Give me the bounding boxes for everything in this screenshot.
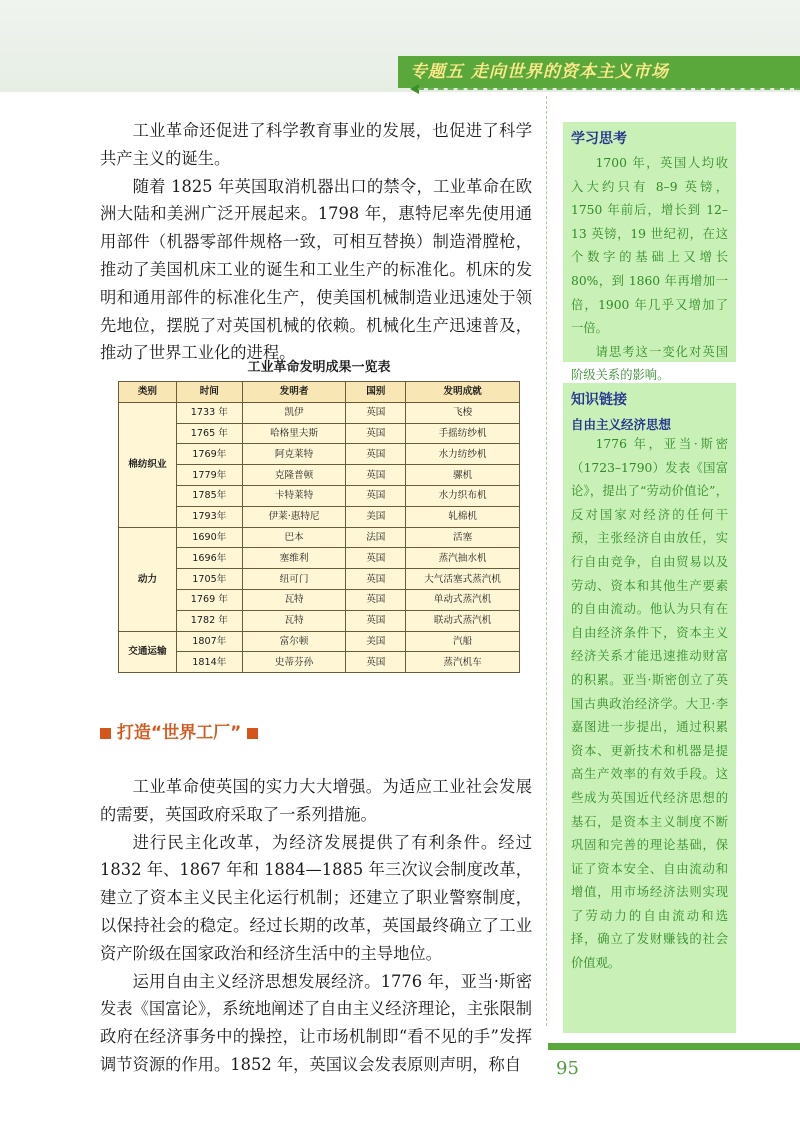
column-header: 时间 <box>176 382 242 403</box>
table-cell: 英国 <box>346 444 406 465</box>
table-cell: 1814年 <box>176 652 242 673</box>
table-cell: 凯伊 <box>242 402 346 423</box>
table-cell: 美国 <box>346 631 406 652</box>
table-row <box>119 444 520 465</box>
square-bullet-icon <box>247 728 258 739</box>
table-cell: 1769年 <box>176 444 242 465</box>
table-header-row <box>119 382 520 403</box>
study-box-title: 学习思考 <box>571 131 627 147</box>
inventions-table <box>118 381 520 673</box>
study-box <box>563 122 736 383</box>
table-cell: 伊莱·惠特尼 <box>242 506 346 527</box>
table-cell: 1807年 <box>176 631 242 652</box>
table-cell: 1793年 <box>176 506 242 527</box>
study-box-text <box>571 152 728 388</box>
table-row <box>119 465 520 486</box>
table-row <box>119 527 520 548</box>
table-row <box>119 631 520 652</box>
table-row <box>119 569 520 590</box>
table-cell: 蒸汽抽水机 <box>406 548 520 569</box>
paragraph: 运用自由主义经济思想发展经济。1776 年，亚当·斯密发表《国富论》，系统地阐述了自由主义经济理论，主张限制政府在经济事务中的操控，让市场机制即“看不见的手”发挥调节资源的作用。1852 年，英国议会发表原则声明，称自 <box>100 971 532 1074</box>
table-cell: 单动式蒸汽机 <box>406 589 520 610</box>
column-header: 发明者 <box>242 382 346 403</box>
table-row <box>119 610 520 631</box>
table-row <box>119 423 520 444</box>
table-cell: 史蒂芬孙 <box>242 652 346 673</box>
table-cell: 纽可门 <box>242 569 346 590</box>
table-cell: 英国 <box>346 423 406 444</box>
page-number: 95 <box>556 1058 579 1079</box>
knowledge-box-title: 知识链接 <box>571 392 627 408</box>
body-text-bottom <box>100 773 532 1079</box>
table-row <box>119 652 520 673</box>
table-cell: 1690年 <box>176 527 242 548</box>
table-cell: 活塞 <box>406 527 520 548</box>
table-cell: 英国 <box>346 589 406 610</box>
table-cell: 手摇纺纱机 <box>406 423 520 444</box>
paragraph: 1700 年，英国人均收入大约只有 8–9 英镑，1750 年前后，增长到 12–13 英镑，19 世纪初，在这个数字的基础上又增长 80%，到 1860 年再增加一倍，1900 年几乎又增加了一倍。 <box>571 156 728 336</box>
knowledge-box-text <box>571 433 728 976</box>
table-cell: 哈格里夫斯 <box>242 423 346 444</box>
footer-bar <box>548 1043 800 1050</box>
section-heading-text: 打造“世界工厂” <box>116 723 242 743</box>
table-cell: 汽船 <box>406 631 520 652</box>
table-cell: 1779年 <box>176 465 242 486</box>
table-cell: 1705年 <box>176 569 242 590</box>
knowledge-box-subtitle: 自由主义经济思想 <box>571 417 672 432</box>
column-header: 发明成就 <box>406 382 520 403</box>
category-cell: 动力 <box>119 527 177 631</box>
table-cell: 法国 <box>346 527 406 548</box>
table-row <box>119 589 520 610</box>
table-cell: 瓦特 <box>242 610 346 631</box>
table-cell: 富尔顿 <box>242 631 346 652</box>
table-cell: 水力纺纱机 <box>406 444 520 465</box>
table-cell: 大气活塞式蒸汽机 <box>406 569 520 590</box>
table-cell: 巴本 <box>242 527 346 548</box>
header-dashed-rule <box>418 88 800 90</box>
table-cell: 1765 年 <box>176 423 242 444</box>
table-cell: 水力织布机 <box>406 485 520 506</box>
column-header: 国别 <box>346 382 406 403</box>
table-row <box>119 506 520 527</box>
table-cell: 塞维利 <box>242 548 346 569</box>
category-cell: 棉纺织业 <box>119 402 177 527</box>
table-cell: 1733 年 <box>176 402 242 423</box>
table-cell: 英国 <box>346 465 406 486</box>
table-cell: 阿克莱特 <box>242 444 346 465</box>
table-cell: 1782 年 <box>176 610 242 631</box>
table-cell: 美国 <box>346 506 406 527</box>
column-header: 类别 <box>119 382 177 403</box>
table-cell: 蒸汽机车 <box>406 652 520 673</box>
table-cell: 英国 <box>346 652 406 673</box>
table-cell: 英国 <box>346 610 406 631</box>
paragraph: 工业革命使英国的实力大大增强。为适应工业社会发展的需要，英国政府采取了一系列措施。 <box>100 777 532 824</box>
table-row <box>119 485 520 506</box>
table-cell: 联动式蒸汽机 <box>406 610 520 631</box>
table-title: 工业革命发明成果一览表 <box>247 360 391 375</box>
column-divider <box>546 96 547 1026</box>
table-cell: 1785年 <box>176 485 242 506</box>
table-cell: 1696年 <box>176 548 242 569</box>
table-cell: 克隆普顿 <box>242 465 346 486</box>
paragraph: 进行民主化改革，为经济发展提供了有利条件。经过 1832 年、1867 年和 1884—1885 年三次议会制度改革，建立了资本主义民主化运行机制；还建立了职业警察制度，以保持社会的稳定。经过长期的改革，英国最终确立了工业资产阶级在国家政治和经济生活中的主导地位。 <box>100 832 532 963</box>
paragraph: 请思考这一变化对英国阶级关系的影响。 <box>571 344 728 383</box>
table-cell: 飞梭 <box>406 402 520 423</box>
table-row <box>119 402 520 423</box>
table-row <box>119 548 520 569</box>
category-cell: 交通运输 <box>119 631 177 673</box>
table-cell: 骡机 <box>406 465 520 486</box>
paragraph: 随着 1825 年英国取消机器出口的禁令，工业革命在欧洲大陆和美洲广泛开展起来。1798 年，惠特尼率先使用通用部件（机器零部件规格一致，可相互替换）制造滑膛枪，推动了美国机床工业的诞生和工业生产的标准化。机床的发明和通用部件的标准化生产，使美国机械制造业迅速处于领先地位，摆脱了对英国机械的依赖。机械化生产迅速普及，推动了世界工业化的进程。 <box>100 176 532 363</box>
section-heading <box>100 722 258 744</box>
paragraph: 工业革命还促进了科学教育事业的发展，也促进了科学共产主义的诞生。 <box>100 121 532 168</box>
table-cell: 轧棉机 <box>406 506 520 527</box>
table-cell: 英国 <box>346 569 406 590</box>
paragraph: 1776 年，亚当·斯密（1723–1790）发表《国富论》，提出了“劳动价值论”，反对国家对经济的任何干预，主张经济自由放任，实行自由竞争，自由贸易以及劳动、资本和其他生产要素的自由流动。他认为只有在自由经济条件下，资本主义经济关系才能迅速推动财富的积累。亚当·斯密创立了英国古典政治经济学。大卫·李嘉图进一步提出，通过积累资本、更新技术和机器是提高生产效率的有效手段。这些成为英国近代经济思想的基石，是资本主义制度不断巩固和完善的理论基础，保证了资本安全、自由流动和增值，用市场经济法则实现了劳动力的自由流动和选择，确立了发财赚钱的社会价值观。 <box>571 437 728 971</box>
table-cell: 英国 <box>346 485 406 506</box>
table-cell: 英国 <box>346 402 406 423</box>
table-cell: 卡特莱特 <box>242 485 346 506</box>
table-cell: 1769 年 <box>176 589 242 610</box>
table-cell: 瓦特 <box>242 589 346 610</box>
knowledge-box <box>563 383 736 1033</box>
square-bullet-icon <box>100 728 111 739</box>
body-text-top <box>100 117 532 367</box>
table-cell: 英国 <box>346 548 406 569</box>
chapter-title: 专题五 走向世界的资本主义市场 <box>410 62 669 82</box>
